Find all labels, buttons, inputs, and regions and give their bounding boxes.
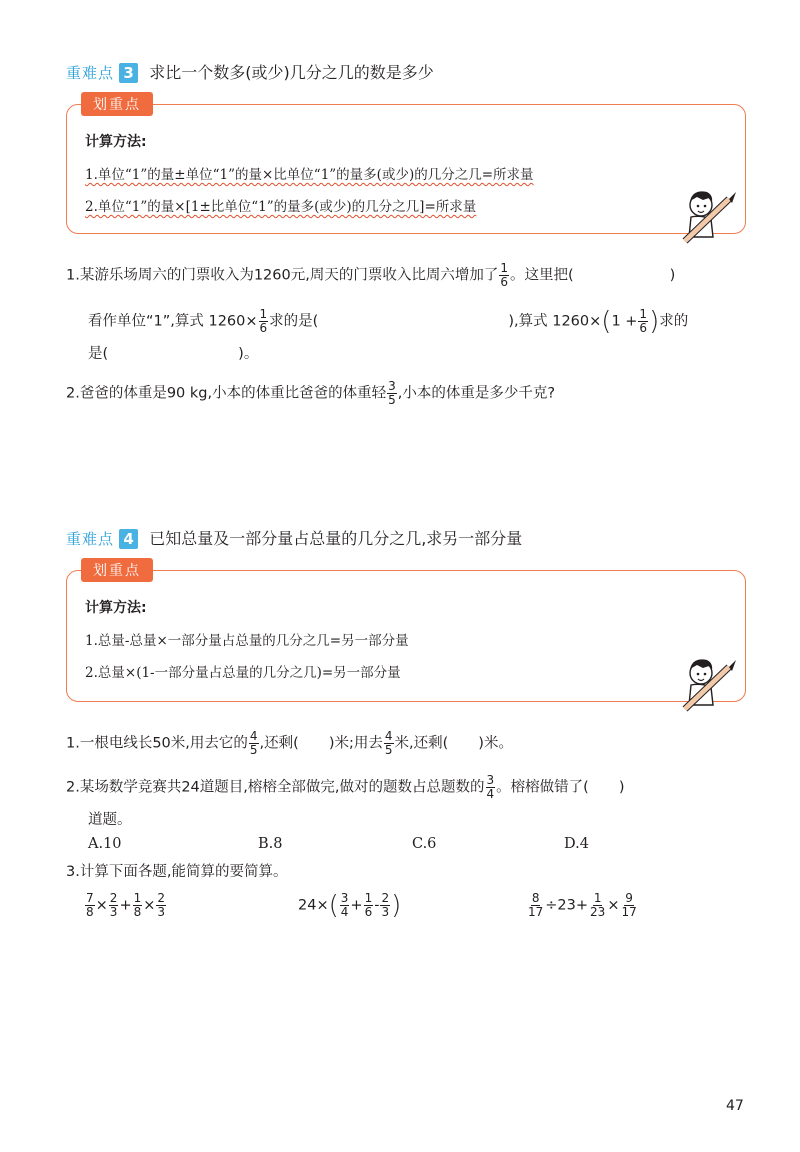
q-text: )。: [238, 346, 259, 362]
fraction-denominator: 8: [86, 905, 94, 919]
boy-with-pencil-illustration: [679, 185, 739, 247]
fraction-numerator: 7: [86, 891, 94, 905]
method-heading: 计算方法:: [85, 134, 147, 150]
fraction: [384, 730, 394, 757]
fraction: [638, 308, 648, 335]
fraction-denominator: 3: [157, 905, 166, 919]
fraction-numerator: 3: [388, 379, 396, 393]
fraction-numerator: 1: [364, 891, 373, 905]
choice-b[interactable]: B.8: [258, 836, 283, 852]
operator: +: [350, 897, 363, 914]
fraction: [589, 892, 606, 919]
section-4-header: [66, 526, 522, 549]
fraction-denominator: 17: [528, 905, 544, 919]
fraction-numerator: 3: [340, 891, 349, 905]
fraction-denominator: 23: [590, 905, 606, 919]
key-points-tag: 划重点: [81, 92, 153, 116]
rule-2: [85, 195, 476, 215]
q-text: 。榕榕做错了(: [496, 779, 589, 796]
fraction-numerator: 3: [486, 773, 495, 787]
question-3-1-line-1: [66, 262, 675, 289]
key-points-box-3: [66, 97, 746, 234]
operator: ×: [607, 897, 620, 914]
choice-d[interactable]: D.4: [564, 836, 589, 852]
operator: ÷23+: [545, 897, 589, 914]
section-tag: 重难点: [66, 64, 115, 82]
q-text: 。这里把(: [509, 267, 574, 284]
operator: -: [374, 897, 380, 914]
q-text: 1.一根电线长50米,用去它的: [66, 735, 248, 752]
fraction-numerator: 9: [625, 891, 633, 905]
q-text: ,小本的体重是多少千克?: [397, 385, 556, 402]
operator: ×: [143, 897, 156, 914]
fraction: [364, 892, 374, 919]
fraction-denominator: 8: [133, 905, 142, 919]
question-4-2-line-2: 道题。: [88, 812, 132, 828]
q-text: 求的: [659, 313, 689, 330]
q-text: 1.某游乐场周六的门票收入为1260元,周天的门票收入比周六增加了: [66, 267, 499, 284]
q-text: 米,还剩(: [394, 735, 449, 752]
section-title: 已知总量及一部分量占总量的几分之几,求另一部分量: [149, 529, 523, 548]
section-3-header: [66, 60, 434, 83]
fraction: [85, 892, 95, 919]
fraction: [527, 892, 544, 919]
q-text: )米。: [478, 735, 513, 752]
fraction-denominator: 5: [249, 743, 258, 757]
fraction: [156, 892, 166, 919]
q-text: 是(: [88, 346, 109, 362]
fraction: [249, 730, 259, 757]
q-text: ),算式 1260×: [508, 313, 602, 330]
boy-with-pencil-illustration: [679, 653, 739, 715]
question-3-2: [66, 380, 555, 407]
fraction-denominator: 6: [364, 905, 373, 919]
fraction-denominator: 6: [500, 275, 508, 289]
q-text: 2.爸爸的体重是90 kg,小本的体重比爸爸的体重轻: [66, 385, 387, 402]
fraction-denominator: 5: [388, 393, 396, 407]
q-text: ): [669, 267, 676, 284]
paren-close: ): [649, 306, 660, 337]
fraction: [387, 380, 397, 407]
operator: ×: [95, 897, 108, 914]
fraction-denominator: 6: [639, 321, 648, 335]
question-4-3: 3.计算下面各题,能简算的要简算。: [66, 864, 288, 880]
fraction: [620, 892, 637, 919]
q-text: 1 +: [611, 313, 638, 330]
operator: +: [119, 897, 132, 914]
page-number: 47: [726, 1098, 744, 1114]
fraction-denominator: 5: [384, 743, 393, 757]
q-text: ,还剩(: [259, 735, 299, 752]
fraction-numerator: 2: [157, 891, 166, 905]
paren-open: (: [601, 306, 612, 337]
q-text: 看作单位“1”,算式 1260×: [88, 313, 258, 330]
q-text: )米;用去: [328, 735, 383, 752]
fraction-denominator: 17: [621, 905, 637, 919]
rule-2: 2.总量×(1-一部分量占总量的几分之几)=另一部分量: [85, 665, 401, 681]
fraction-numerator: 1: [259, 307, 268, 321]
key-points-tag: 划重点: [81, 558, 153, 582]
choice-c[interactable]: C.6: [412, 836, 437, 852]
fraction-numerator: 1: [500, 261, 508, 275]
fraction-numerator: 1: [593, 891, 602, 905]
answer-space-3-2[interactable]: [66, 418, 746, 518]
question-3-1-line-3: [88, 344, 258, 364]
rule-2-text: 2.单位“1”的量×[1±比单位“1”的量多(或少)的几分之几]=所求量: [85, 199, 477, 215]
question-4-2: [66, 774, 625, 801]
fraction: [499, 262, 509, 289]
fraction-denominator: 3: [381, 905, 390, 919]
rule-1: [85, 163, 534, 183]
paren-close: ): [391, 890, 402, 921]
fraction: [486, 774, 496, 801]
fraction-denominator: 4: [340, 905, 349, 919]
fraction: [380, 892, 390, 919]
q-text: 求的是(: [269, 313, 319, 330]
fraction-numerator: 2: [381, 891, 390, 905]
fraction-numerator: 4: [249, 729, 258, 743]
section-number: 3: [119, 63, 138, 83]
operator: 24×: [298, 897, 329, 914]
fraction-numerator: 2: [109, 891, 118, 905]
answer-space-4-3[interactable]: [66, 940, 746, 1080]
rule-1: 1.总量-总量×一部分量占总量的几分之几=另一部分量: [85, 633, 409, 649]
q-text: 2.某场数学竞赛共24道题目,榕榕全部做完,做对的题数占总题数的: [66, 779, 485, 796]
fraction: [340, 892, 350, 919]
expression-3: [526, 892, 639, 919]
fraction-denominator: 3: [109, 905, 118, 919]
fraction-numerator: 8: [531, 891, 540, 905]
fraction: [109, 892, 119, 919]
paren-open: (: [328, 890, 339, 921]
question-3-1-line-2: [88, 308, 688, 335]
section-tag: 重难点: [66, 530, 115, 548]
fraction-denominator: 6: [259, 321, 268, 335]
fraction: [133, 892, 143, 919]
fraction-numerator: 1: [133, 891, 142, 905]
expression-2: [298, 892, 401, 919]
fraction-numerator: 1: [639, 307, 648, 321]
method-heading: 计算方法:: [85, 600, 147, 616]
key-points-box-4: [66, 563, 746, 702]
question-4-1: [66, 730, 513, 757]
section-title: 求比一个数多(或少)几分之几的数是多少: [149, 63, 434, 82]
expression-1: [84, 892, 167, 919]
rule-1-text: 1.单位“1”的量±单位“1”的量×比单位“1”的量多(或少)的几分之几=所求量: [85, 167, 534, 183]
fraction-denominator: 4: [486, 787, 495, 801]
section-number: 4: [119, 529, 138, 549]
choice-a[interactable]: A.10: [88, 836, 122, 852]
fraction-numerator: 4: [384, 729, 393, 743]
fraction: [259, 308, 269, 335]
q-text: ): [618, 779, 625, 796]
